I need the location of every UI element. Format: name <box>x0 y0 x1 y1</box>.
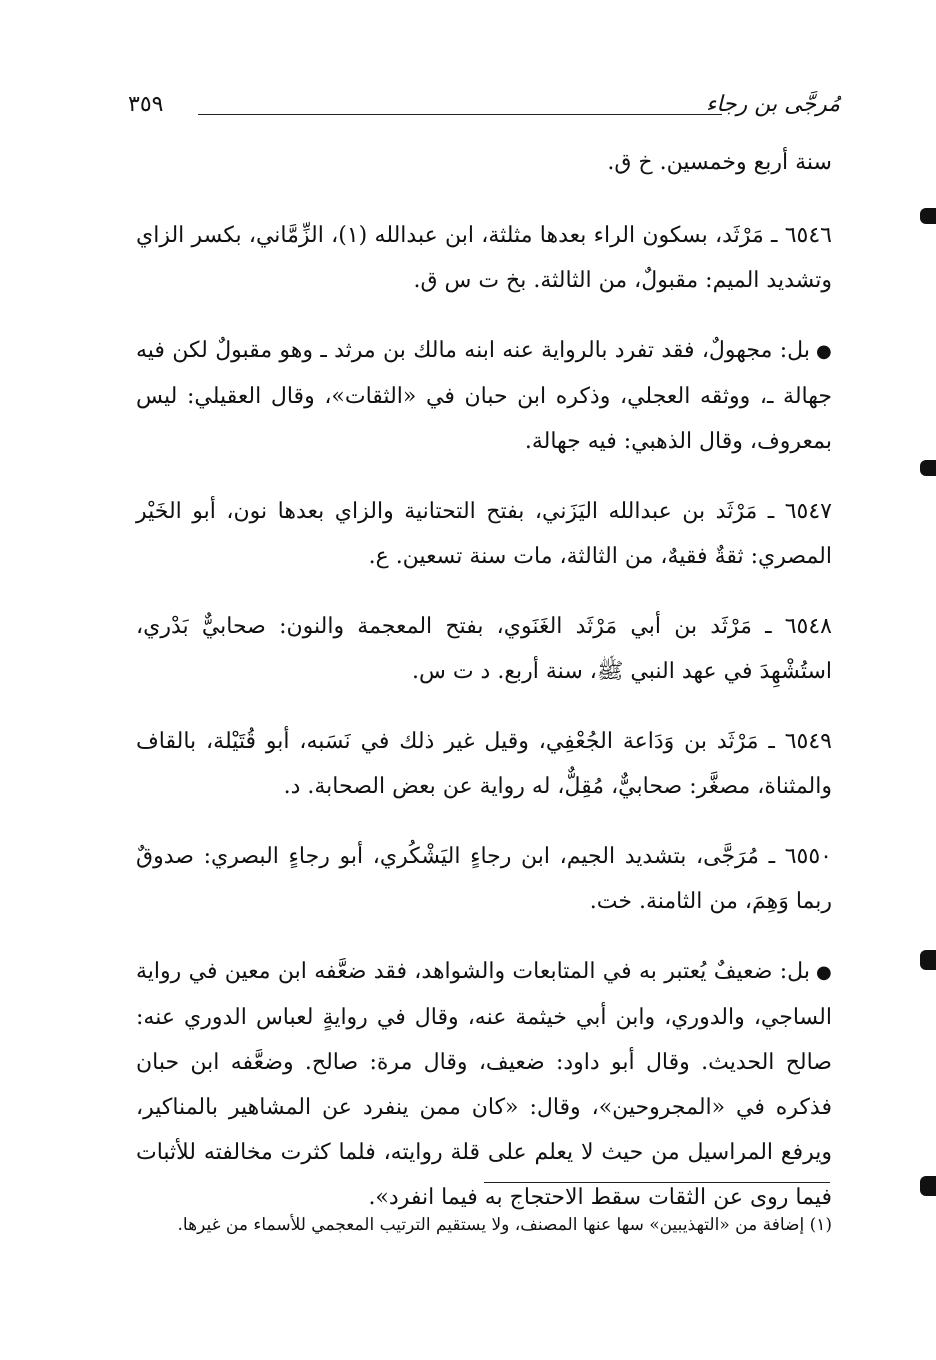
entry-6546 <box>136 213 832 303</box>
entry-6547 <box>136 489 832 579</box>
footnote-rule <box>484 1182 830 1183</box>
entry-6550 <box>136 834 832 924</box>
running-header <box>128 92 840 128</box>
entry-6549 <box>136 719 832 809</box>
entry-text: ٦٥٤٧ ـ مَرْثَد بن عبدالله اليَزَني، بفتح التحتانية والزاي بعدها نون، أبو الخَيْر المصري: ثقةٌ فقيهٌ، من الثالثة، مات سنة تسعين. ع. <box>136 499 832 569</box>
main-text <box>136 140 832 1245</box>
entry-continuation <box>136 140 832 185</box>
page-number: ٣٥٩ <box>128 92 164 117</box>
entry-text: ٦٥٤٦ ـ مَرْثَد، بسكون الراء بعدها مثلثة، ابن عبدالله (١)، الزِّمَّاني، بكسر الزاي وتشديد الميم: مقبولٌ، من الثالثة. بخ ت س ق. <box>136 223 832 293</box>
comment-6550 <box>136 949 832 1220</box>
footnote-text: (١) إضافة من «التهذيبين» سها عنها المصنف، ولا يستقيم الترتيب المعجمي للأسماء من غيرها. <box>177 1215 832 1235</box>
entry-text: مجهولٌ، فقد تفرد بالرواية عنه ابنه مالك بن مرثد ـ وهو مقبولٌ لكن فيه جهالة ـ، ووثقه العجلي، وذكره ابن حبان في «الثقات»، وقال العقيلي: ليس بمعروف، وقال الذهبي: فيه جهالة. <box>136 338 832 454</box>
edge-mark-icon <box>920 950 936 970</box>
bullet-icon: ● <box>815 962 832 983</box>
header-rule <box>198 114 722 115</box>
header-title: مُرجَّى بن رجاء <box>706 92 840 117</box>
entry-text: ٦٥٤٨ ـ مَرْثَد بن أبي مَرْثَد الغَنَوي، بفتح المعجمة والنون: صحابيٌّ بَدْري، استُشْهِدَ في عهد النبي ﷺ، سنة أربع. د ت س. <box>136 614 832 684</box>
bullet-icon: ● <box>815 341 832 362</box>
comment-6546 <box>136 328 832 464</box>
entry-text: ٦٥٥٠ ـ مُرَجَّى، بتشديد الجيم، ابن رجاءٍ اليَشْكُري، أبو رجاءٍ البصري: صدوقٌ ربما وَهِمَ، من الثامنة. خت. <box>136 844 832 914</box>
edge-mark-icon <box>920 460 936 476</box>
entry-text: ٦٥٤٩ ـ مَرْثَد بن وَدَاعة الجُعْفِي، وقيل غير ذلك في نَسَبه، أبو قُتَيْلة، بالقاف والمثناة، مصغَّر: صحابيٌّ، مُقِلٌّ، له رواية عن بعض الصحابة. د. <box>136 729 832 799</box>
entry-text: ضعيفٌ يُعتبر به في المتابعات والشواهد، فقد ضعَّفه ابن معين في رواية الساجي، والدوري، وابن أبي خيثمة عنه، وقال في روايةٍ لعباس الدوري عنه: صالح الحديث. وقال أبو داود: ضعيف، وقال مرة: صالح. وضعَّفه ابن حبان فذكره في «المجروحين»، وقال: «كان ممن ينفرد عن المشاهير بالمناكير، ويرفع المراسيل من حيث لا يعلم على قلة روايته، فلما كثرت مخالفته للأثبات فيما روى عن الثقات سقط الاحتجاج به فيما انفرد». <box>136 959 832 1210</box>
edge-mark-icon <box>920 208 936 224</box>
comment-label: بل: <box>779 959 810 984</box>
entry-6548 <box>136 604 832 694</box>
entry-text: سنة أربع وخمسين. خ ق. <box>607 150 832 175</box>
comment-label: بل: <box>779 338 810 363</box>
footnote <box>136 1206 832 1244</box>
edge-mark-icon <box>920 1176 936 1196</box>
